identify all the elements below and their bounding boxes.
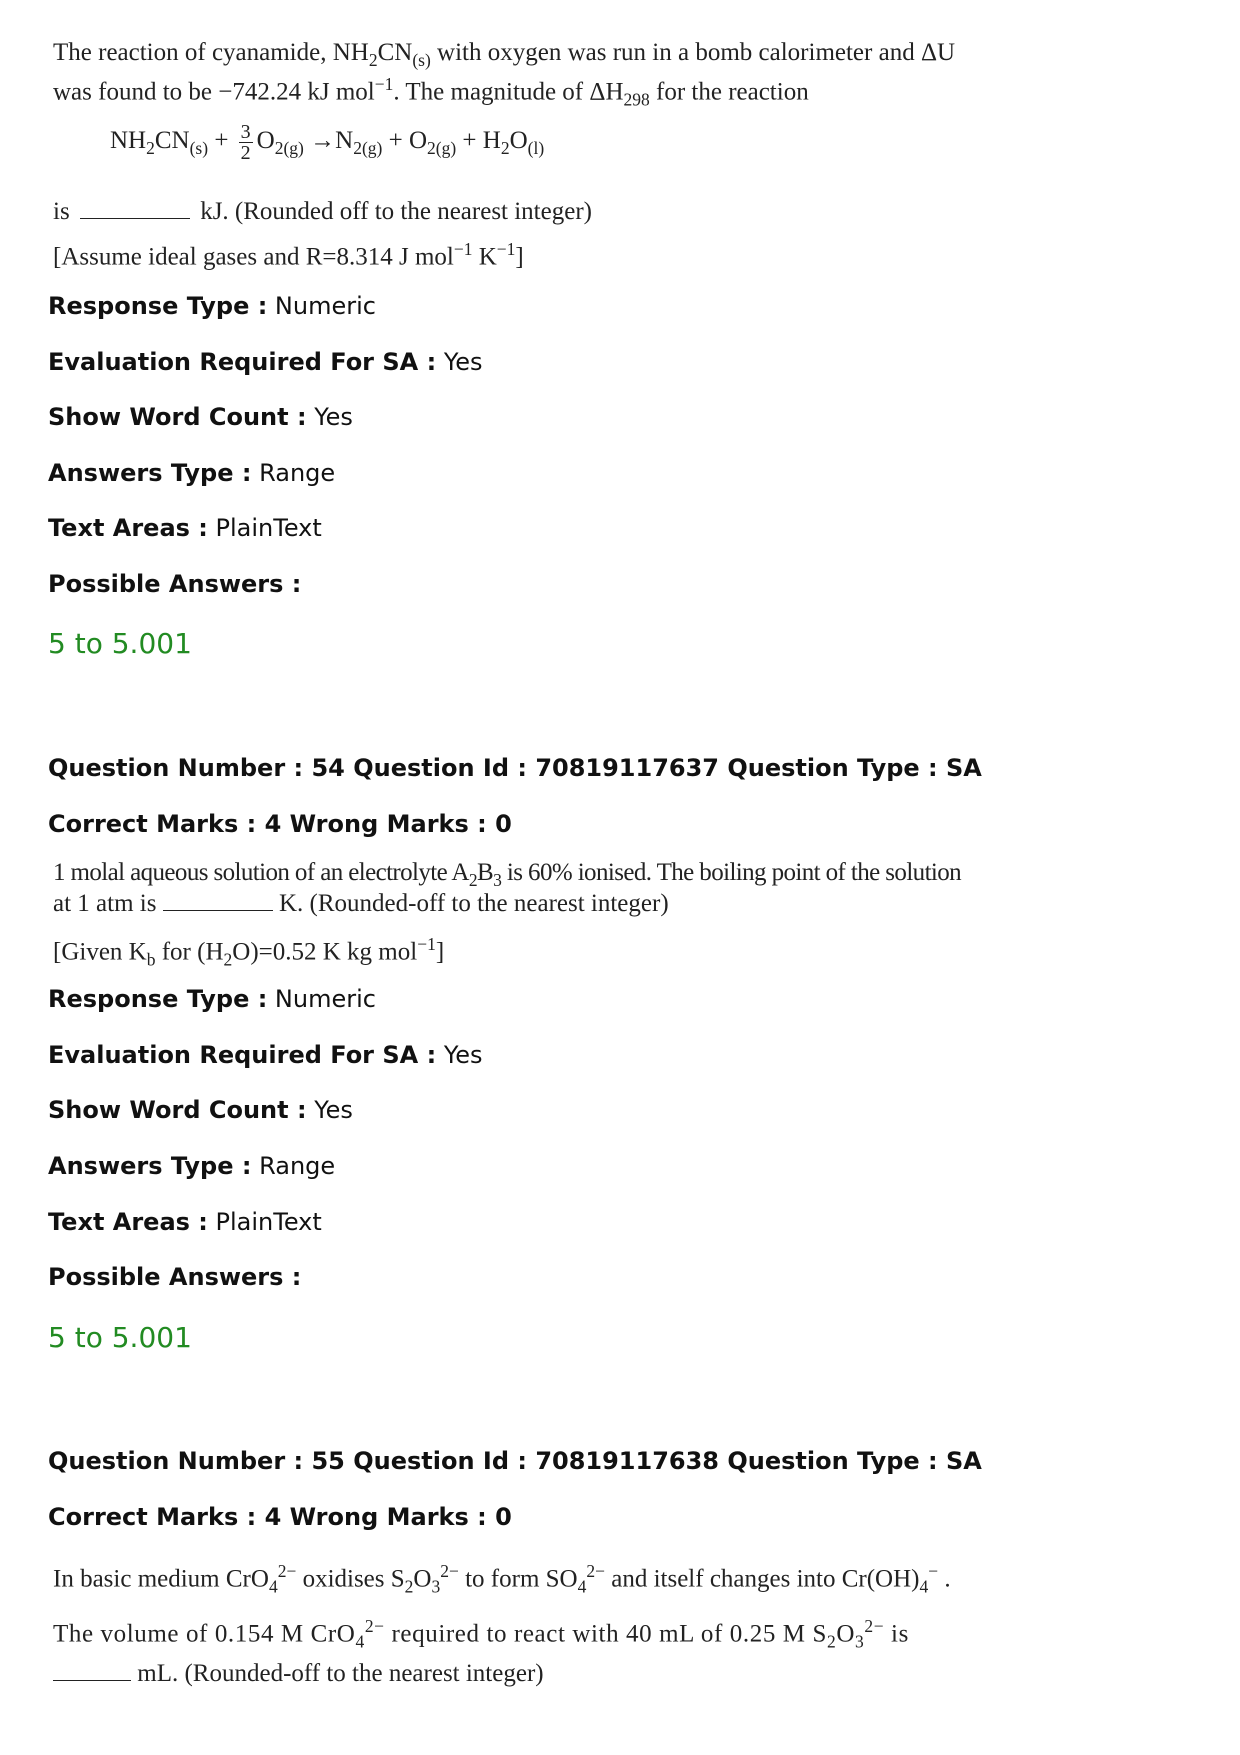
q53-possible-answer: 5 to 5.001 <box>48 627 192 660</box>
q55-marks: Correct Marks : 4 Wrong Marks : 0 <box>48 1503 512 1531</box>
q54-header: Question Number : 54 Question Id : 70819117637 Question Type : SA <box>48 754 982 782</box>
q55-text-line2: The volume of 0.154 M CrO$_4^{2-}$ required to react with 40 mL of 0.25 M $S_2O_3^{2-}$ is <box>53 1616 909 1652</box>
q53-is-line: is kJ. (Rounded off to the nearest integer) <box>53 198 592 225</box>
q55-text-line3: mL. (Rounded-off to the nearest integer) <box>53 1658 544 1690</box>
q54-possible-answer: 5 to 5.001 <box>48 1321 192 1354</box>
q53-response-type: Response Type : Numeric <box>48 292 376 320</box>
answer-blank <box>163 892 273 911</box>
q53-text-line2: was found to be −742.24 kJ mol$^{-1}$. The magnitude of $\Delta H_{298}$ for the reaction <box>53 74 809 110</box>
q53-assume-line: [Assume ideal gases and R=8.314 J mol$^{-1}$ $K^{-1}$] <box>53 239 524 271</box>
q54-text-areas: Text Areas : PlainText <box>48 1208 322 1236</box>
q53-show-word-count: Show Word Count : Yes <box>48 403 353 431</box>
q54-evaluation-required: Evaluation Required For SA : Yes <box>48 1041 483 1069</box>
q55-header: Question Number : 55 Question Id : 70819117638 Question Type : SA <box>48 1447 982 1475</box>
q54-marks: Correct Marks : 4 Wrong Marks : 0 <box>48 810 512 838</box>
q55-text-line1: In basic medium CrO$_4^{2-}$ oxidises $S_2O_3^{2-}$ to form $SO_4^{2-}$ and itself changes into $Cr(OH)_4^-$ . <box>53 1561 951 1597</box>
q54-response-type: Response Type : Numeric <box>48 985 376 1013</box>
q53-possible-answers-label: Possible Answers : <box>48 570 302 598</box>
q54-show-word-count: Show Word Count : Yes <box>48 1096 353 1124</box>
q53-evaluation-required: Evaluation Required For SA : Yes <box>48 348 483 376</box>
answer-blank <box>80 200 190 219</box>
q53-text-line1: The reaction of cyanamide, $NH_2CN_{(s)}$ with oxygen was run in a bomb calorimeter and ΔU <box>53 39 956 70</box>
q53-answers-type: Answers Type : Range <box>48 459 336 487</box>
q53-text-areas: Text Areas : PlainText <box>48 514 322 542</box>
answer-blank <box>53 1662 131 1681</box>
q53-equation: $NH_2CN_{(s)}$ + $\frac{3}{2}$ $O_{2(g)} \to N_{2(g)} + O_{2(g)} + H_2O_{(l)}$ <box>110 121 545 164</box>
q54-answers-type: Answers Type : Range <box>48 1152 336 1180</box>
q54-text-line3: [Given $K_b$ for $(H_2O)=0.52$ K kg mol$^{-1}$] <box>53 934 445 970</box>
q54-text-line2: at 1 atm is K. (Rounded-off to the nearest integer) <box>53 890 669 917</box>
q54-text-line1: 1 molal aqueous solution of an electrolyte $A_2B_3$ is 60% ionised. The boiling point of the solution <box>53 859 962 890</box>
q54-possible-answers-label: Possible Answers : <box>48 1263 302 1291</box>
fraction: $\frac{3}{2}$ <box>240 121 251 164</box>
